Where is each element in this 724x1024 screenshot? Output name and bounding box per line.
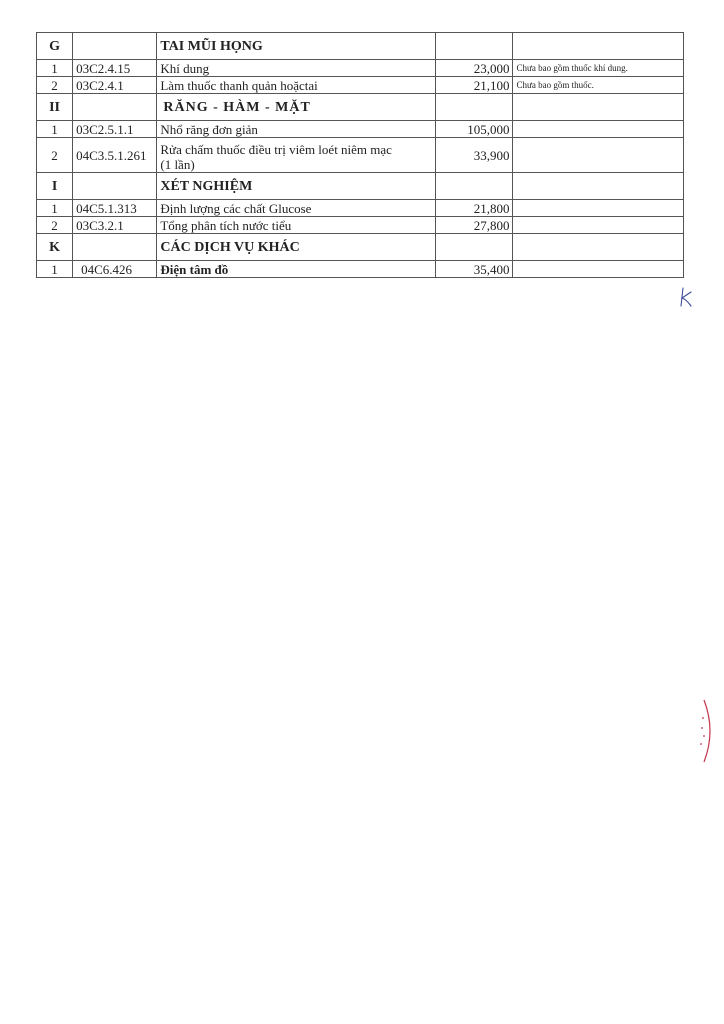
row-number: 1 xyxy=(37,200,73,217)
margin-bracket-mark xyxy=(698,696,720,766)
row-number: 1 xyxy=(37,261,73,278)
service-note xyxy=(513,261,684,278)
service-name: Định lượng các chất Glucose xyxy=(157,200,436,217)
table-row xyxy=(37,138,684,173)
service-price: 21,800 xyxy=(436,200,513,217)
row-number: 2 xyxy=(37,77,73,94)
service-name-line-2: (1 lần) xyxy=(160,157,195,172)
section-note-cell xyxy=(513,94,684,121)
row-number: 1 xyxy=(37,60,73,77)
section-title: XÉT NGHIỆM xyxy=(157,173,436,200)
section-key: I xyxy=(37,173,73,200)
table-row xyxy=(37,217,684,234)
service-code: 04C3.5.1.261 xyxy=(73,138,157,173)
service-price: 35,400 xyxy=(436,261,513,278)
service-note xyxy=(513,138,684,173)
table-row xyxy=(37,77,684,94)
section-price-cell xyxy=(436,94,513,121)
section-code-cell xyxy=(73,94,157,121)
section-note-cell xyxy=(513,234,684,261)
handwritten-tick-mark xyxy=(676,286,696,308)
table-row xyxy=(37,261,684,278)
service-price: 33,900 xyxy=(436,138,513,173)
section-title: CÁC DỊCH VỤ KHÁC xyxy=(157,234,436,261)
service-price: 27,800 xyxy=(436,217,513,234)
section-note-cell xyxy=(513,33,684,60)
price-table xyxy=(36,32,684,278)
section-row-xet-nghiem xyxy=(37,173,684,200)
table-row xyxy=(37,121,684,138)
section-key: K xyxy=(37,234,73,261)
service-name: Làm thuốc thanh quản hoặctai xyxy=(157,77,436,94)
service-price: 21,100 xyxy=(436,77,513,94)
service-code: 04C5.1.313 xyxy=(73,200,157,217)
section-code-cell xyxy=(73,234,157,261)
table-row xyxy=(37,200,684,217)
row-number: 2 xyxy=(37,138,73,173)
service-note: Chưa bao gồm thuốc khí dung. xyxy=(513,60,684,77)
service-name-line-1: Rửa chấm thuốc điều trị viêm loét niêm mạc xyxy=(160,142,392,157)
service-code: 03C2.5.1.1 xyxy=(73,121,157,138)
section-key: G xyxy=(37,33,73,60)
service-note xyxy=(513,217,684,234)
service-code: 03C2.4.15 xyxy=(73,60,157,77)
service-name xyxy=(157,138,436,173)
service-code: 04C6.426 xyxy=(73,261,157,278)
service-price: 105,000 xyxy=(436,121,513,138)
service-name: Điện tâm đồ xyxy=(157,261,436,278)
service-price: 23,000 xyxy=(436,60,513,77)
section-row-cac-dich-vu-khac xyxy=(37,234,684,261)
section-price-cell xyxy=(436,234,513,261)
service-note: Chưa bao gồm thuốc. xyxy=(513,77,684,94)
service-name: Khí dung xyxy=(157,60,436,77)
section-note-cell xyxy=(513,173,684,200)
section-key: II xyxy=(37,94,73,121)
service-note xyxy=(513,200,684,217)
section-code-cell xyxy=(73,33,157,60)
section-title: TAI MŨI HỌNG xyxy=(157,33,436,60)
section-row-tai-mui-hong xyxy=(37,33,684,60)
service-code: 03C3.2.1 xyxy=(73,217,157,234)
section-price-cell xyxy=(436,173,513,200)
row-number: 2 xyxy=(37,217,73,234)
service-name: Tổng phân tích nước tiểu xyxy=(157,217,436,234)
service-code: 03C2.4.1 xyxy=(73,77,157,94)
section-price-cell xyxy=(436,33,513,60)
section-title: RĂNG - HÀM - MẶT xyxy=(157,94,436,121)
section-row-rang-ham-mat xyxy=(37,94,684,121)
table-row xyxy=(37,60,684,77)
section-code-cell xyxy=(73,173,157,200)
row-number: 1 xyxy=(37,121,73,138)
service-name: Nhổ răng đơn giản xyxy=(157,121,436,138)
service-note xyxy=(513,121,684,138)
